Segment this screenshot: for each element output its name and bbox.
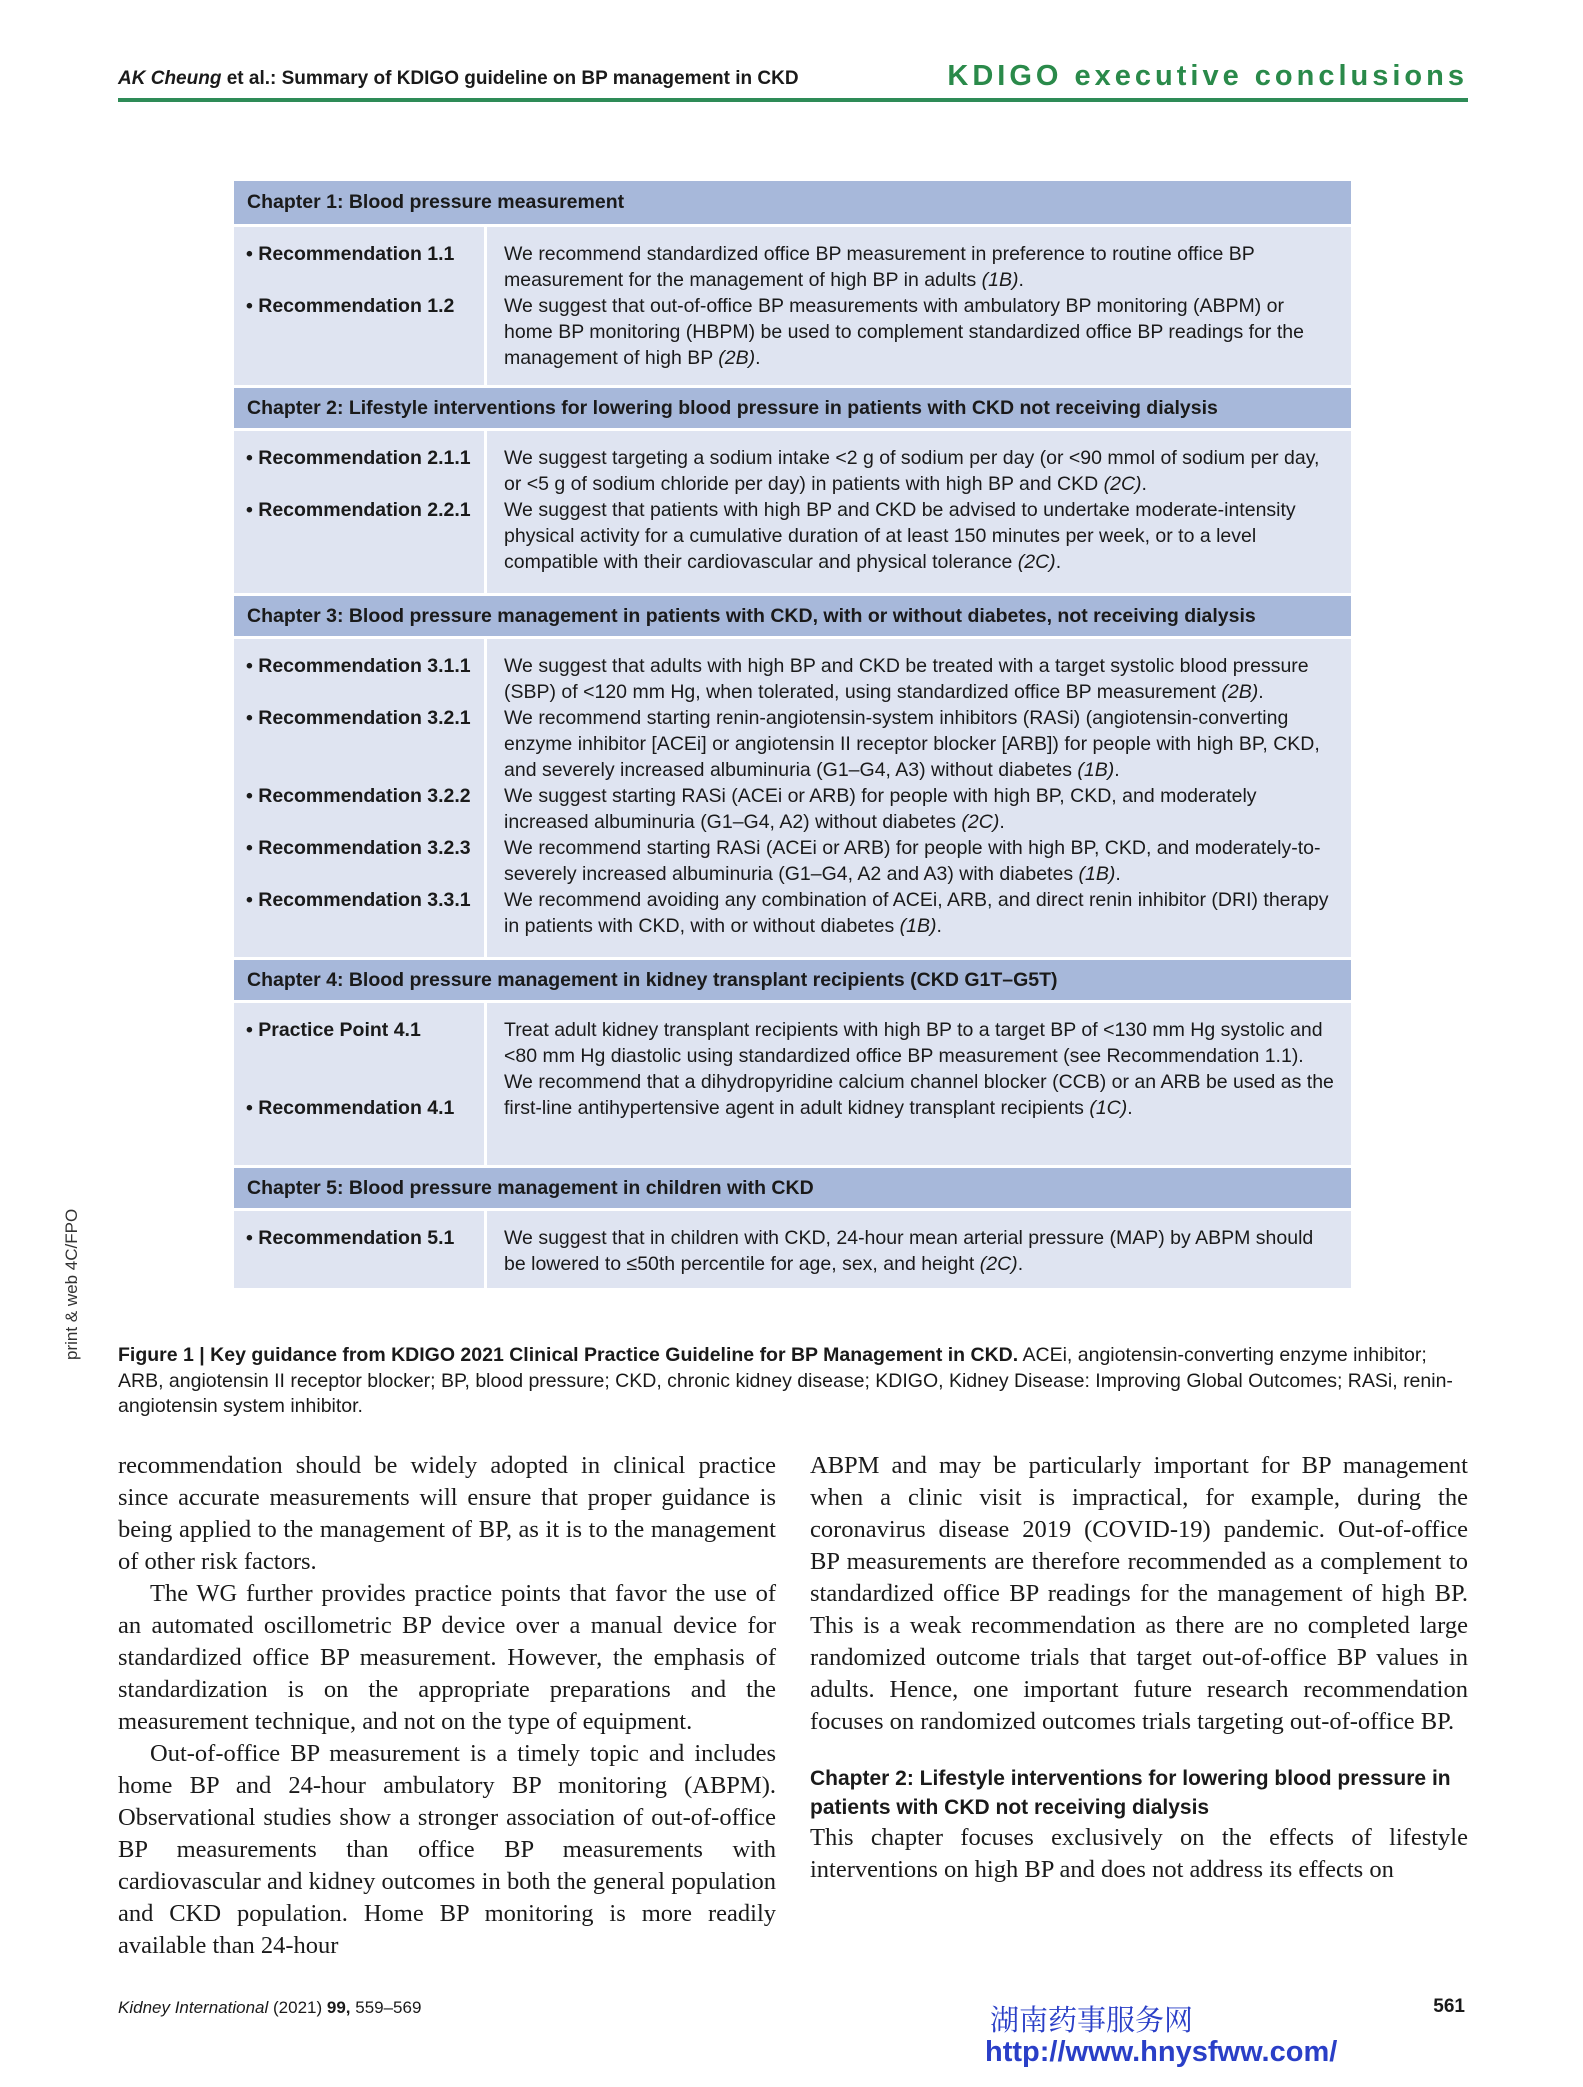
watermark-url-link[interactable]: http://www.hnysfww.com/ [985, 2036, 1338, 2068]
section-heading: Chapter 2: Lifestyle interventions for lowering blood pressure in patients with CKD not receiving dialysis [810, 1767, 1451, 1819]
figure-table [234, 181, 1351, 1288]
rec-text: We recommend avoiding any combination of ACEi, ARB, and direct renin inhibitor (DRI) therapy in patients with CKD, with or without diabetes (1B). [504, 889, 1329, 937]
rec-label: • Recommendation 3.2.1 [246, 707, 471, 729]
body-paragraph: recommendation should be widely adopted in clinical practice since accurate measurements will ensure that proper guidance is being applied to the management of BP, as it is to the management of other risk factors. [118, 1452, 776, 1575]
chapter-2-heading: Chapter 2: Lifestyle interventions for lowering blood pressure in patients with CKD not receiving dialysis [234, 385, 1351, 431]
chapter-2-body [234, 431, 1351, 593]
rec-label: • Recommendation 3.1.1 [246, 655, 471, 677]
chapter-4-body [234, 1003, 1351, 1165]
rec-label: • Recommendation 1.1 [246, 243, 455, 265]
rec-label: • Recommendation 1.2 [246, 295, 455, 317]
rec-text: We recommend starting renin-angiotensin-system inhibitors (RASi) (angiotensin-converting enzyme inhibitor [ACEi] or angiotensin II receptor blocker [ARB]) for people with high BP, CKD, and severely increased albuminuria (G1–G4, A3) without diabetes (1B). [504, 707, 1320, 781]
body-paragraph: The WG further provides practice points that favor the use of an automated oscillometric BP device over a manual device for standardized office BP measurement. However, the emphasis of standardization is on the appropriate preparations and the measurement technique, and not on the type of equipment. [118, 1580, 776, 1735]
running-head-title: et al.: Summary of KDIGO guideline on BP management in CKD [221, 68, 799, 89]
rec-text: We suggest that in children with CKD, 24-hour mean arterial pressure (MAP) by ABPM should be lowered to ≤50th percentile for age, sex, and height (2C). [504, 1227, 1314, 1275]
chapter-1-texts [487, 227, 1351, 385]
footer-citation: Kidney International (2021) 99, 559–569 [118, 1998, 422, 2017]
rec-text: We recommend standardized office BP measurement in preference to routine office BP measurement for the management of high BP in adults (1B). [504, 243, 1255, 291]
figure-caption [118, 1343, 1468, 1420]
rec-text: We suggest starting RASi (ACEi or ARB) for people with high BP, CKD, and moderately increased albuminuria (G1–G4, A2) without diabetes (2C). [504, 785, 1257, 833]
rec-label: • Recommendation 5.1 [246, 1227, 455, 1249]
chapter-3-body [234, 639, 1351, 957]
chapter-5-body [234, 1211, 1351, 1288]
rec-label: • Recommendation 2.1.1 [246, 447, 471, 469]
rec-text: We recommend starting RASi (ACEi or ARB) for people with high BP, CKD, and moderately-to-severely increased albuminuria (G1–G4, A2 and A3) with diabetes (1B). [504, 837, 1321, 885]
rec-label: • Recommendation 3.2.2 [246, 785, 471, 807]
rec-text: We suggest that adults with high BP and CKD be treated with a target systolic blood pressure (SBP) of <120 mm Hg, when tolerated, using standardized office BP measurement (2B). [504, 655, 1309, 703]
rec-text: We recommend that a dihydropyridine calcium channel blocker (CCB) or an ARB be used as the first-line antihypertensive agent in adult kidney transplant recipients (1C). [504, 1071, 1334, 1119]
chapter-1-body [234, 227, 1351, 385]
rec-label: • Recommendation 3.2.3 [246, 837, 471, 859]
body-paragraph: Out-of-office BP measurement is a timely topic and includes home BP and 24-hour ambulatory BP monitoring (ABPM). Observational studies show a stronger association of out-of-office BP measurements than office BP measurements with cardiovascular and kidney outcomes in both the general population and CKD population. Home BP monitoring is more readily available than 24-hour [118, 1740, 776, 1959]
body-paragraph: ABPM and may be particularly important for BP management when a clinic visit is impractical, for example, during the coronavirus disease 2019 (COVID-19) pandemic. Out-of-office BP measurements are therefore recommended as a complement to standardized office BP readings for the management of high BP. This is a weak recommendation as there are no completed large randomized outcome trials that target out-of-office BP values in adults. Hence, one important future research recommendation focuses on randomized outcomes trials targeting out-of-office BP. [810, 1452, 1468, 1735]
chapter-5-labels [234, 1211, 487, 1288]
rec-text: We suggest targeting a sodium intake <2 g of sodium per day (or <90 mmol of sodium per day, or <5 g of sodium chloride per day) in patients with high BP and CKD (2C). [504, 447, 1320, 495]
body-column-left [118, 1450, 776, 1962]
chapter-1-labels [234, 227, 487, 385]
chapter-2-texts [487, 431, 1351, 593]
side-note: print & web 4C/FPO [62, 1208, 81, 1360]
body-paragraph: This chapter focuses exclusively on the effects of lifestyle interventions on high BP and does not address its effects on [810, 1824, 1468, 1883]
watermark-site-name: 湖南药事服务网 [990, 2003, 1194, 2037]
chapter-1-heading: Chapter 1: Blood pressure measurement [234, 181, 1351, 227]
running-head-author: AK Cheung [118, 68, 222, 89]
rec-label: • Recommendation 3.3.1 [246, 889, 471, 911]
rec-text: We suggest that patients with high BP and CKD be advised to undertake moderate-intensity physical activity for a cumulative duration of at least 150 minutes per week, or to a level compatible with their cardiovascular and physical tolerance (2C). [504, 499, 1296, 573]
chapter-5-heading: Chapter 5: Blood pressure management in children with CKD [234, 1165, 1351, 1211]
chapter-3-texts [487, 639, 1351, 957]
practice-point-text: Treat adult kidney transplant recipients with high BP to a target BP of <130 mm Hg systolic and <80 mm Hg diastolic using standardized office BP measurement (see Recommendation 1.1). [504, 1019, 1323, 1067]
body-column-right [810, 1450, 1468, 1886]
caption-title: Figure 1 | Key guidance from KDIGO 2021 Clinical Practice Guideline for BP Management in CKD. [118, 1344, 1019, 1366]
rec-label: • Recommendation 2.2.1 [246, 499, 471, 521]
practice-point-label: • Practice Point 4.1 [246, 1019, 421, 1041]
running-head [118, 68, 799, 90]
chapter-3-labels [234, 639, 487, 957]
rec-label: • Recommendation 4.1 [246, 1097, 455, 1119]
caption-text: ACEi, angiotensin-converting enzyme inhibitor; ARB, angiotensin II receptor blocker; BP, blood pressure; CKD, chronic kidney disease; KDIGO, Kidney Disease: Improving Global Outcomes; RASi, renin-angiotensin system inhibitor. [118, 1344, 1453, 1417]
chapter-4-heading: Chapter 4: Blood pressure management in kidney transplant recipients (CKD G1T–G5T) [234, 957, 1351, 1003]
chapter-5-texts [487, 1211, 1351, 1288]
chapter-4-labels [234, 1003, 487, 1165]
chapter-2-labels [234, 431, 487, 593]
header-rule [118, 98, 1468, 102]
chapter-4-texts [487, 1003, 1351, 1165]
page-number: 561 [1433, 1996, 1465, 2017]
section-tag: KDIGO executive conclusions [947, 60, 1468, 92]
rec-text: We suggest that out-of-office BP measurements with ambulatory BP monitoring (ABPM) or home BP monitoring (HBPM) be used to complement standardized office BP readings for the management of high BP (2B). [504, 295, 1304, 369]
chapter-3-heading: Chapter 3: Blood pressure management in patients with CKD, with or without diabetes, not receiving dialysis [234, 593, 1351, 639]
